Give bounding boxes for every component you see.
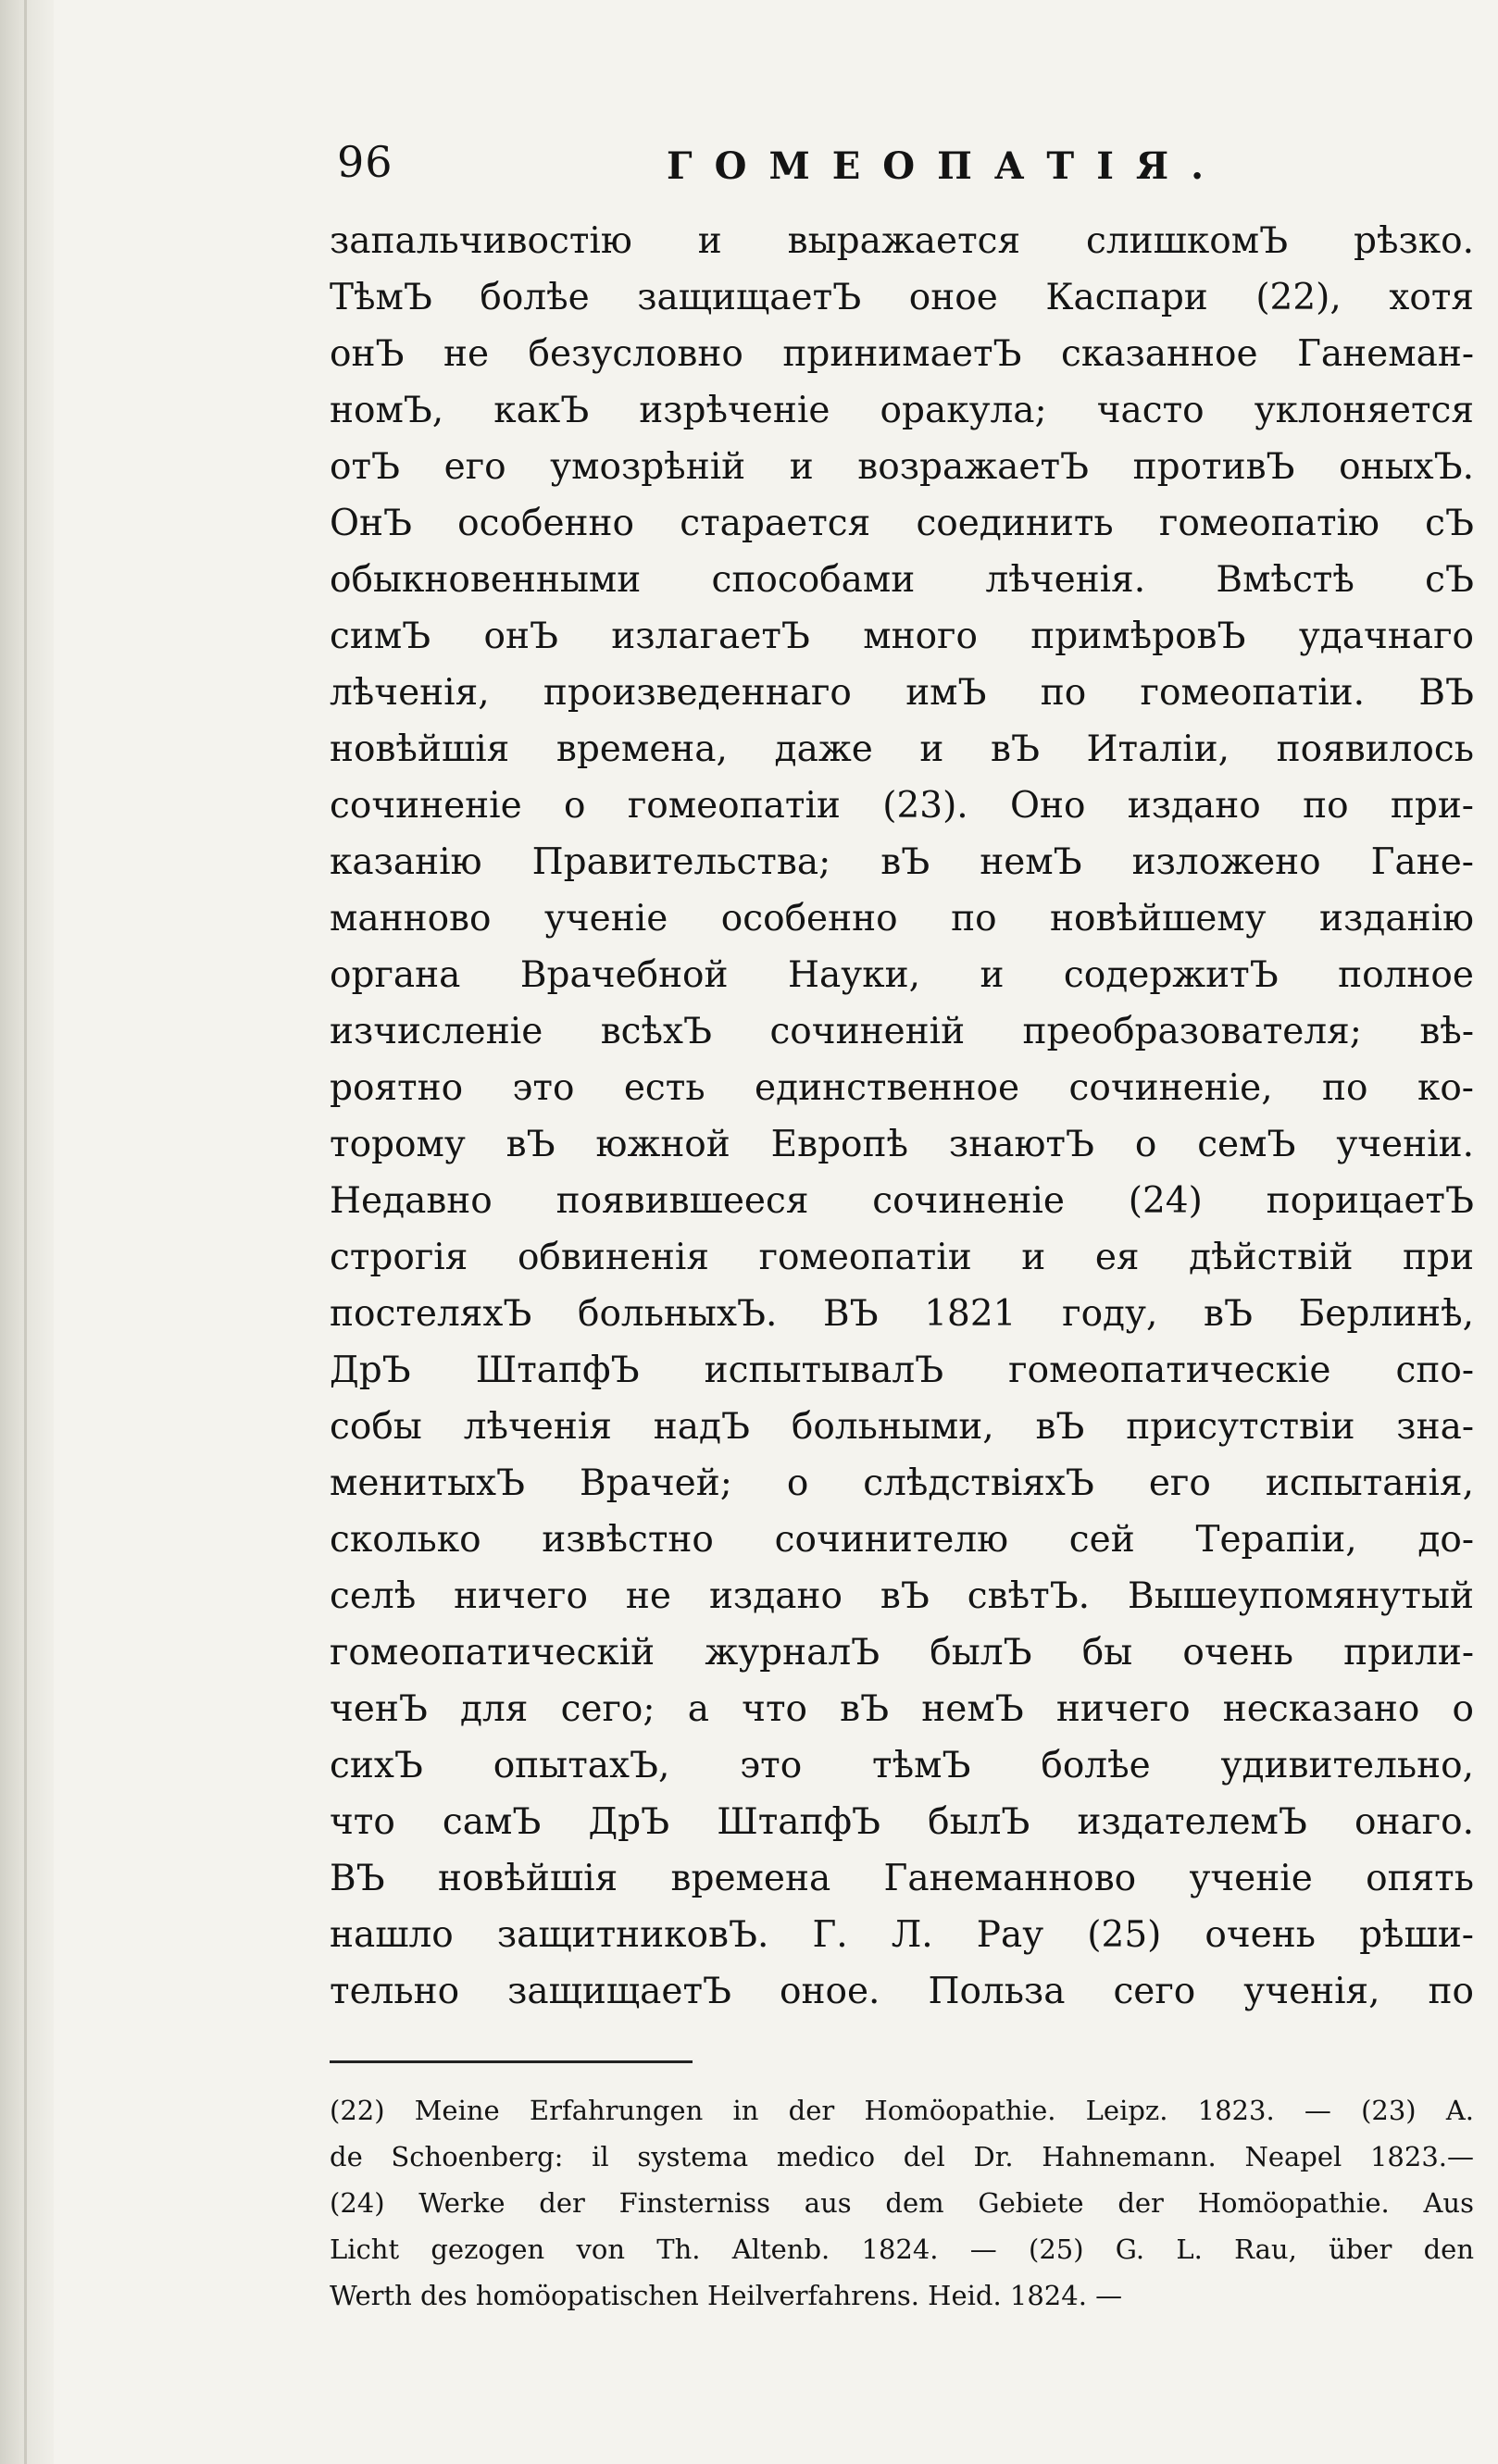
body-text [330,213,1474,2020]
text-line: менитыхЪ Врачей; о слѣдствіяхЪ его испытанія, [330,1462,1474,1504]
text-line: что самЪ ДрЪ ШтапфЪ былЪ издателемЪ онаго. [330,1801,1474,1843]
footnote-line: (22) Meine Erfahrungen in der Homöopathie. Leipz. 1823. — (23) A. [330,2095,1474,2126]
text-line: сихЪ опытахЪ, это тѣмЪ болѣе удивительно, [330,1745,1474,1786]
text-line: ДрЪ ШтапфЪ испытывалЪ гомеопатическіе спо- [330,1350,1474,1391]
footnote-line: (24) Werke der Finsterniss aus dem Gebiete der Homöopathie. Aus [330,2187,1474,2219]
text-line: ченЪ для сего; а что вЪ немЪ ничего несказано о [330,1688,1474,1730]
text-line: онЪ не безусловно принимаетЪ сказанное Ганеман- [330,333,1474,375]
page-gutter-shadow [0,0,54,2464]
footnote-line: Werth des homöopatischen Heilverfahrens. Heid. 1824. — [330,2280,1123,2311]
text-line: сочиненіе о гомеопатіи (23). Оно издано по при- [330,785,1474,827]
text-line: собы лѣченія надЪ больными, вЪ присутствіи зна- [330,1406,1474,1448]
text-line: отЪ его умозрѣній и возражаетЪ противЪ оныхЪ. [330,446,1474,488]
text-line: органа Врачебной Науки, и содержитЪ полное [330,954,1474,996]
text-line: обыкновенными способами лѣченія. Вмѣстѣ сЪ [330,559,1474,601]
text-line: симЪ онЪ излагаетЪ много примѣровЪ удачнаго [330,616,1474,657]
text-line: казанію Правительства; вЪ немЪ изложено Гане- [330,841,1474,883]
text-line: постеляхЪ больныхЪ. ВЪ 1821 году, вЪ Берлинѣ, [330,1293,1474,1335]
text-line: ОнЪ особенно старается соединить гомеопатію сЪ [330,503,1474,544]
text-line: изчисленіе всѣхЪ сочиненій преобразователя; вѣ- [330,1011,1474,1052]
footnote-line: de Schoenberg: il systema medico del Dr. Hahnemann. Neapel 1823.— [330,2141,1474,2172]
text-line: запальчивостію и выражается слишкомЪ рѣзко. [330,220,1474,262]
text-line: роятно это есть единственное сочиненіе, по ко- [330,1067,1474,1109]
text-line: торому вЪ южной Европѣ знаютЪ о семЪ ученіи. [330,1124,1474,1165]
running-head [330,130,1474,204]
text-line: манново ученіе особенно по новѣйшему изданію [330,898,1474,940]
page-number: 96 [337,137,393,187]
footnote-line: Licht gezogen von Th. Altenb. 1824. — (25) G. L. Rau, über den [330,2234,1474,2265]
text-line: нашло защитниковЪ. Г. Л. Рау (25) очень рѣши- [330,1914,1474,1956]
footnotes [330,2087,1474,2319]
text-line: Недавно появившееся сочиненіе (24) порицаетЪ [330,1180,1474,1222]
text-line: ВЪ новѣйшія времена Ганеманново ученіе опять [330,1858,1474,1899]
text-line: гомеопатическій журналЪ былЪ бы очень прили- [330,1632,1474,1674]
text-line: номЪ, какЪ изрѣченіе оракула; часто уклоняется [330,390,1474,431]
text-line: сколько извѣстно сочинителю сей Терапіи, до- [330,1519,1474,1561]
text-line: новѣйшія времена, даже и вЪ Италіи, появилось [330,728,1474,770]
footnote-rule [330,2060,693,2063]
text-line: строгія обвиненія гомеопатіи и ея дѣйствій при [330,1237,1474,1278]
text-line: тельно защищаетЪ оное. Польза сего ученія, по [330,1971,1474,2012]
book-page [330,130,1474,2319]
text-line: ТѣмЪ болѣе защищаетЪ оное Каспари (22), хотя [330,277,1474,318]
running-title: ГОМЕОПАТІЯ. [667,144,1227,188]
text-line: селѣ ничего не издано вЪ свѣтЪ. Вышеупомянутый [330,1575,1474,1617]
text-line: лѣченія, произведеннаго имЪ по гомеопатіи. ВЪ [330,672,1474,714]
binding-line [24,0,27,2464]
